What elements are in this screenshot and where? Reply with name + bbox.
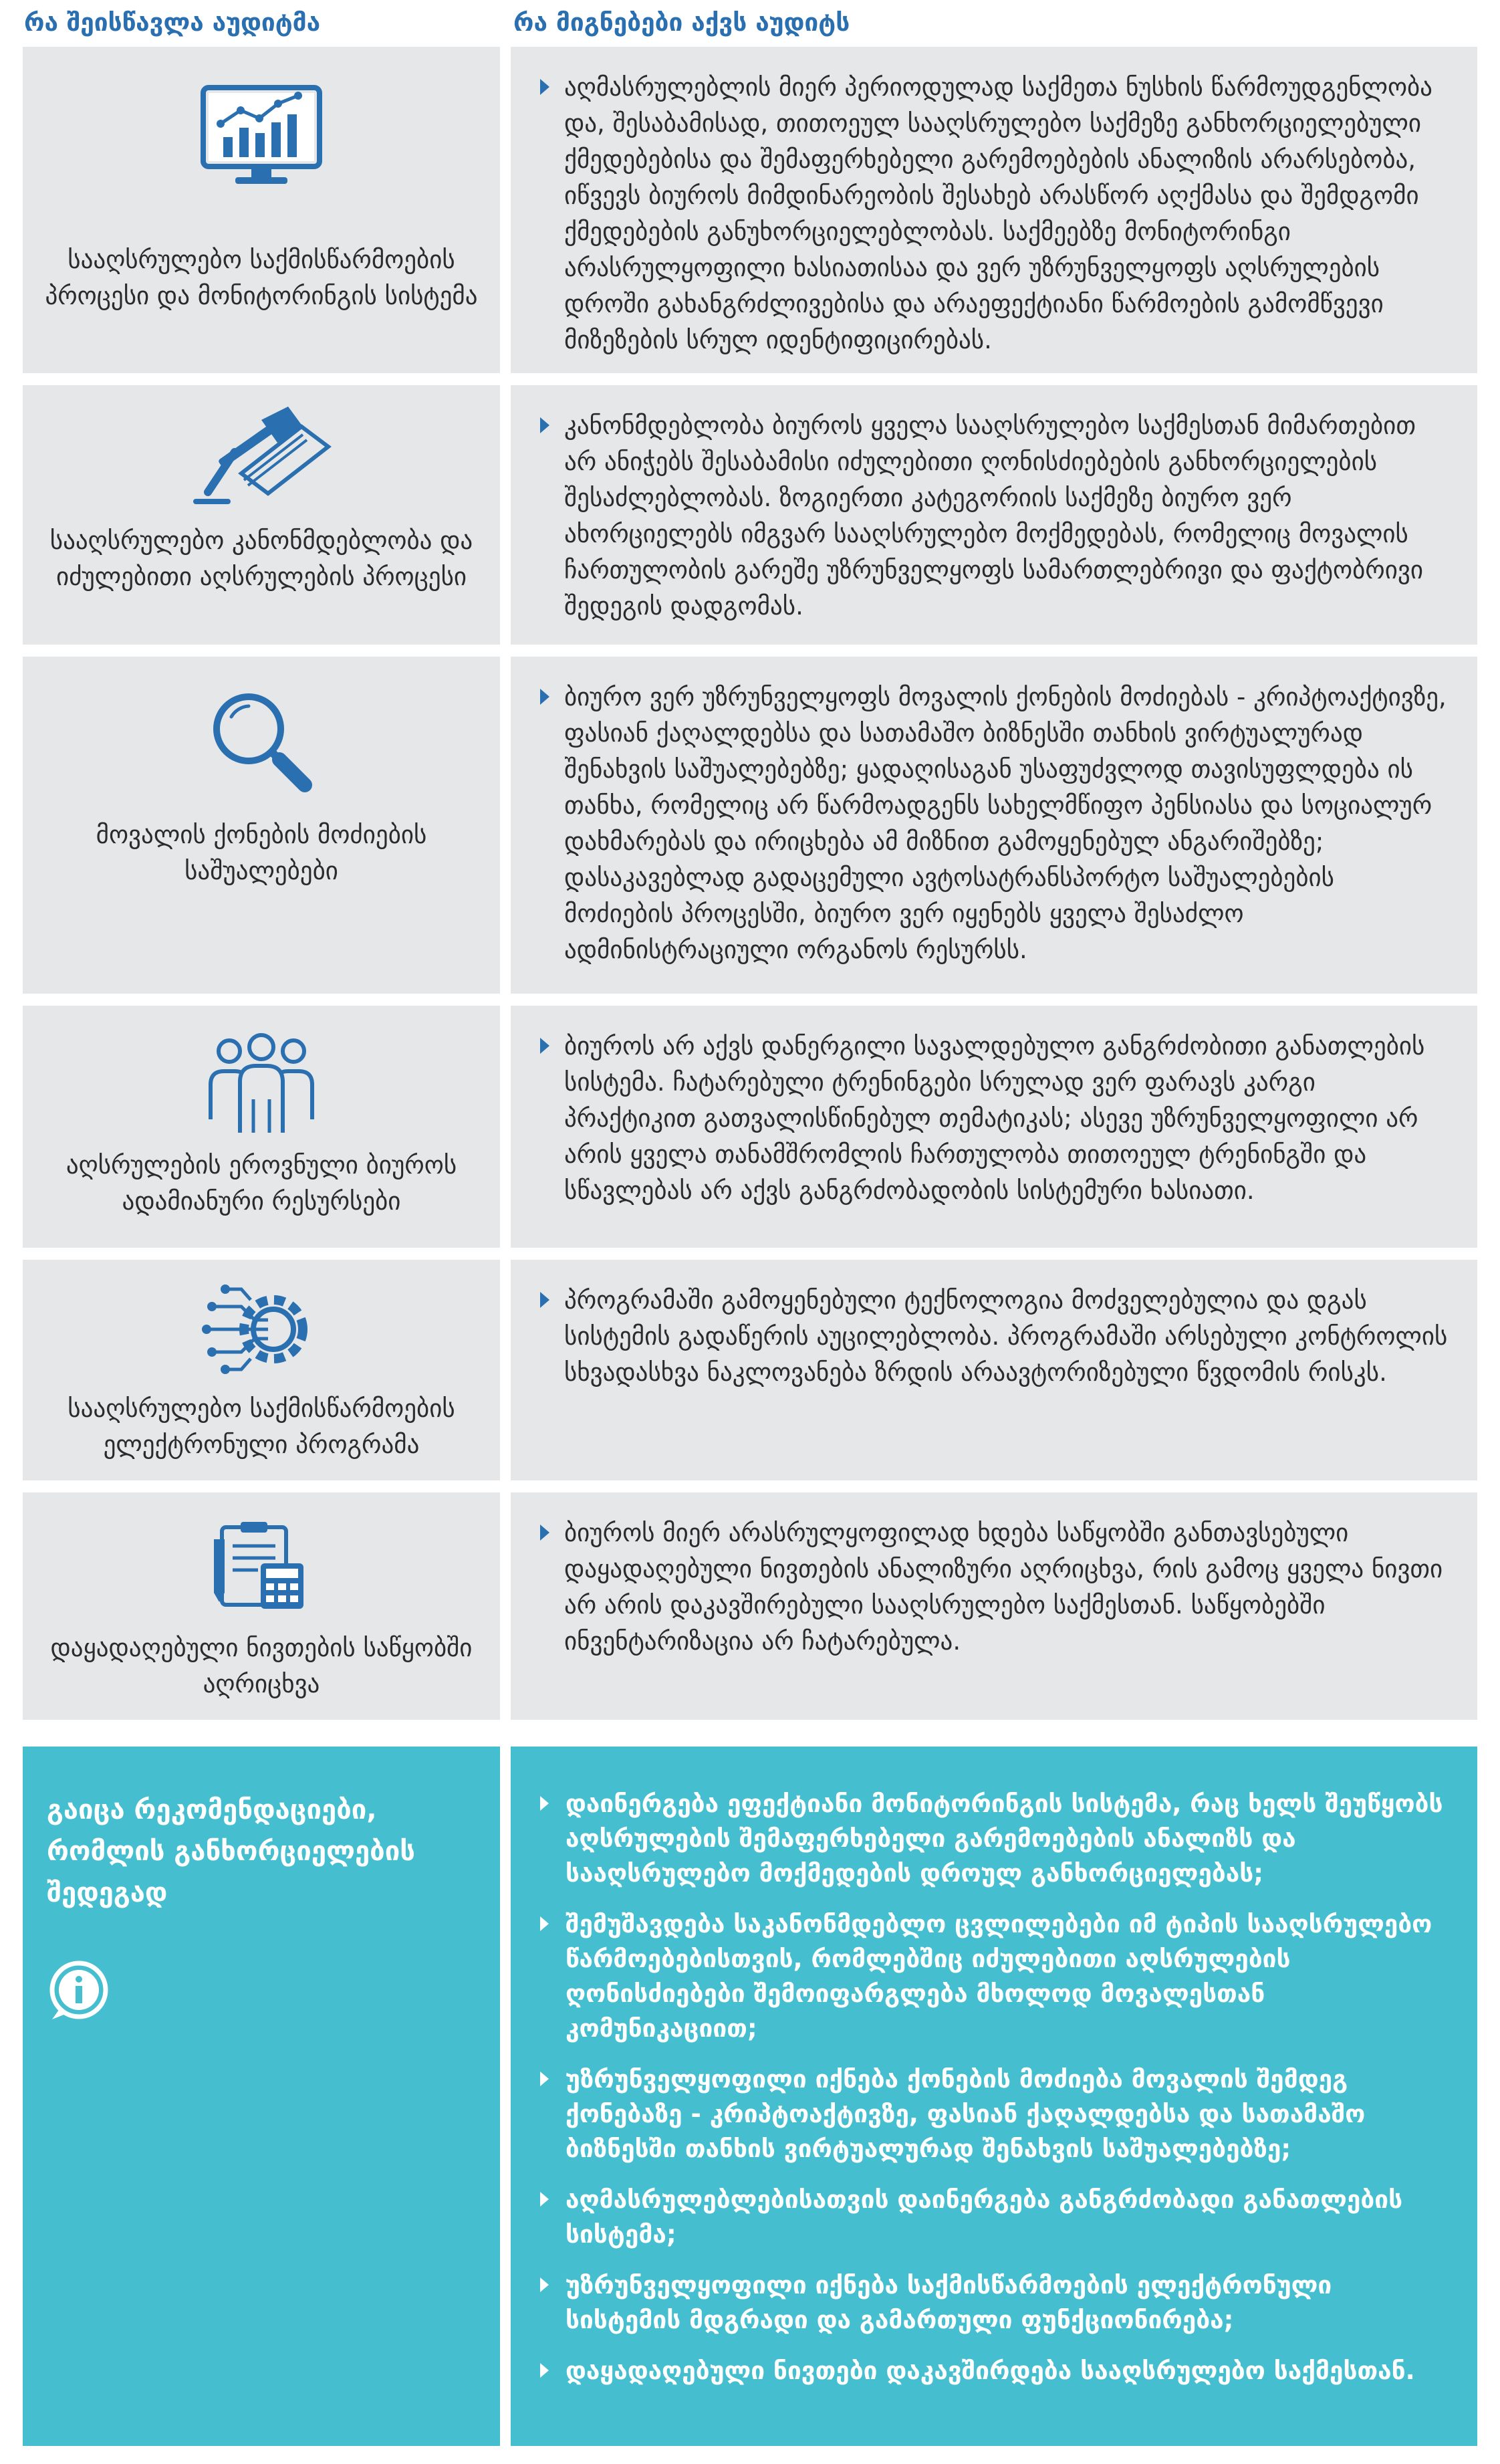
topic-label: მოვალის ქონების მოძიების საშუალებები bbox=[96, 820, 427, 885]
recommendations-title-panel bbox=[23, 1747, 500, 2446]
topic-cell-electronic-program bbox=[23, 1260, 500, 1480]
recommendation-item: უზრუნველყოფილი იქნება ქონების მოძიება მოვალის შემდეგ ქონებაზე - კრიპტოაქტივზე, ფასიან ქაღალდებსა და სათამაშო ბიზნესში თანხის ვირტუალურად შენახვის საშუალებებზე; bbox=[537, 2062, 1451, 2166]
topic-cell-human-resources bbox=[23, 1006, 500, 1248]
topic-label: დაყადაღებული ნივთების საწყობში აღრიცხვა bbox=[50, 1634, 473, 1698]
finding-cell-asset-search bbox=[511, 657, 1477, 994]
finding-cell-monitoring bbox=[511, 47, 1477, 373]
topic-label: სააღსრულებო კანონმდებლობა და იძულებითი აღსრულების პროცესი bbox=[49, 526, 473, 591]
topic-label: აღსრულების ეროვნული ბიუროს ადამიანური რესურსები bbox=[66, 1151, 457, 1216]
recommendation-item: უზრუნველყოფილი იქნება საქმისწარმოების ელექტრონული სისტემის მდგრადი და გამართული ფუნქციონირება; bbox=[537, 2268, 1451, 2338]
finding-cell-warehouse bbox=[511, 1492, 1477, 1720]
finding-cell-human-resources bbox=[511, 1006, 1477, 1248]
finding-text: პროგრამაში გამოყენებული ტექნოლოგია მოძველებულია და დგას სისტემის გადაწერის აუცილებლობა. პროგრამაში არსებული კონტროლის სხვადასხვა ნაკლოვანება ზრდის არაავტორიზებული წვდომის რისკს. bbox=[537, 1282, 1451, 1391]
topic-label: სააღსრულებო საქმისწარმოების ელექტრონული პროგრამა bbox=[68, 1394, 455, 1459]
recommendation-item: დაყადაღებული ნივთები დაკავშირდება სააღსრულებო საქმესთან. bbox=[537, 2354, 1451, 2388]
gear-circuit-icon bbox=[201, 1280, 322, 1380]
info-icon bbox=[47, 1958, 476, 2025]
topic-cell-legislation bbox=[23, 385, 500, 645]
finding-cell-electronic-program bbox=[511, 1260, 1477, 1480]
topic-cell-monitoring bbox=[23, 47, 500, 373]
recommendation-item: დაინერგება ეფექტიანი მონიტორინგის სისტემა, რაც ხელს შეუწყობს აღსრულების შემაფერხებელი გარემოებების ანალიზს და სააღსრულებო მოქმედების დროულ განხორციელებას; bbox=[537, 1787, 1451, 1891]
clipboard-calculator-icon bbox=[211, 1519, 311, 1613]
monitor-chart-icon bbox=[198, 80, 325, 194]
column-header-right: რა მიგნებები აქვს აუდიტს bbox=[513, 8, 850, 37]
magnifier-icon bbox=[205, 685, 318, 798]
people-group-icon bbox=[201, 1032, 322, 1139]
recommendations-list-panel bbox=[511, 1747, 1477, 2446]
gavel-book-icon bbox=[188, 400, 335, 514]
topic-cell-asset-search bbox=[23, 657, 500, 994]
finding-cell-legislation bbox=[511, 385, 1477, 645]
recommendation-item: შემუშავდება საკანონმდებლო ცვლილებები იმ ტიპის სააღსრულებო წარმოებებისთვის, რომლებშიც იძულებითი აღსრულების ღონისძიებები შემოიფარგლება მხოლოდ მოვალესთან კომუნიკაციით; bbox=[537, 1907, 1451, 2046]
recommendations-title: გაიცა რეკომენდაციები, რომლის განხორციელების შედეგად bbox=[47, 1795, 415, 1908]
recommendation-item: აღმასრულებლებისათვის დაინერგება განგრძობადი განათლების სისტემა; bbox=[537, 2182, 1451, 2252]
finding-text: ბიურო ვერ უზრუნველყოფს მოვალის ქონების მოძიებას - კრიპტოაქტივზე, ფასიან ქაღალდებსა და სათამაშო ბიზნესში თანხის ვირტუალურად შენახვის საშუალებებზე; ყადაღისაგან უსაფუძვლოდ თავისუფლდება ის თანხა, რომელიც არ წარმოადგენს სახელმწიფო პენსიასა და სოციალურ დახმარებას და ირიცხება ამ მიზნით გამოყენებულ ანგარიშებზე; დასაკავებლად გადაცემული ავტოსატრანსპორტო საშუალებების მოძიების პროცესში, ბიურო ვერ იყენებს ყველა შესაძლო ადმინისტრაციული ორგანოს რესურსს. bbox=[537, 679, 1451, 968]
topic-cell-warehouse bbox=[23, 1492, 500, 1720]
finding-text: კანონმდებლობა ბიუროს ყველა სააღსრულებო საქმესთან მიმართებით არ ანიჭებს შესაბამისი იძულებითი ღონისძიებების განხორციელების შესაძლებლობას. ზოგიერთი კატეგორიის საქმეზე ბიურო ვერ ახორციელებს იმგვარ სააღსრულებო მოქმედებას, რომელიც მოვალის ჩართულობის გარეშე უზრუნველყოფს სამართლებრივი და ფაქტობრივი შედეგის დადგომას. bbox=[537, 408, 1451, 625]
column-header-left: რა შეისწავლა აუდიტმა bbox=[24, 8, 321, 37]
topic-label: სააღსრულებო საქმისწარმოების პროცესი და მონიტორინგის სისტემა bbox=[45, 245, 478, 310]
finding-text: ბიუროს არ აქვს დანერგილი სავალდებულო განგრძობითი განათლების სისტემა. ჩატარებული ტრენინგები სრულად ვერ ფარავს კარგი პრაქტიკით გათვალისწინებულ თემატიკას; ასევე უზრუნველყოფილი არ არის ყველა თანამშრომლის ჩართულობა თითოეულ ტრენინგში და სწავლებას არ აქვს განგრძობადობის სისტემური ხასიათი. bbox=[537, 1028, 1451, 1209]
finding-text: აღმასრულებლის მიერ პერიოდულად საქმეთა ნუსხის წარმოუდგენლობა და, შესაბამისად, თითოეულ სააღსრულებო საქმეზე განხორციელებული ქმედებებისა და შემაფერხებელი გარემოებების ანალიზის არარსებობა, იწვევს ბიუროს მიმდინარეობის შესახებ არასწორ აღქმასა და შემდგომი ქმედებების განუხორციელებლობას. საქმეებზე მონიტორინგი არასრულყოფილი ხასიათისაა და ვერ უზრუნველყოფს აღსრულების დროში გახანგრძლივებისა და არაეფექტიანი წარმოების გამომწვევი მიზეზების სრულ იდენტიფიცირებას. bbox=[537, 70, 1451, 358]
finding-text: ბიუროს მიერ არასრულყოფილად ხდება საწყობში განთავსებული დაყადაღებული ნივთების ანალიზური აღრიცხვა, რის გამოც ყველა ნივთი არ არის დაკავშირებული სააღსრულებო საქმესთან. საწყობებში ინვენტარიზაცია არ ჩატარებულა. bbox=[537, 1515, 1451, 1660]
